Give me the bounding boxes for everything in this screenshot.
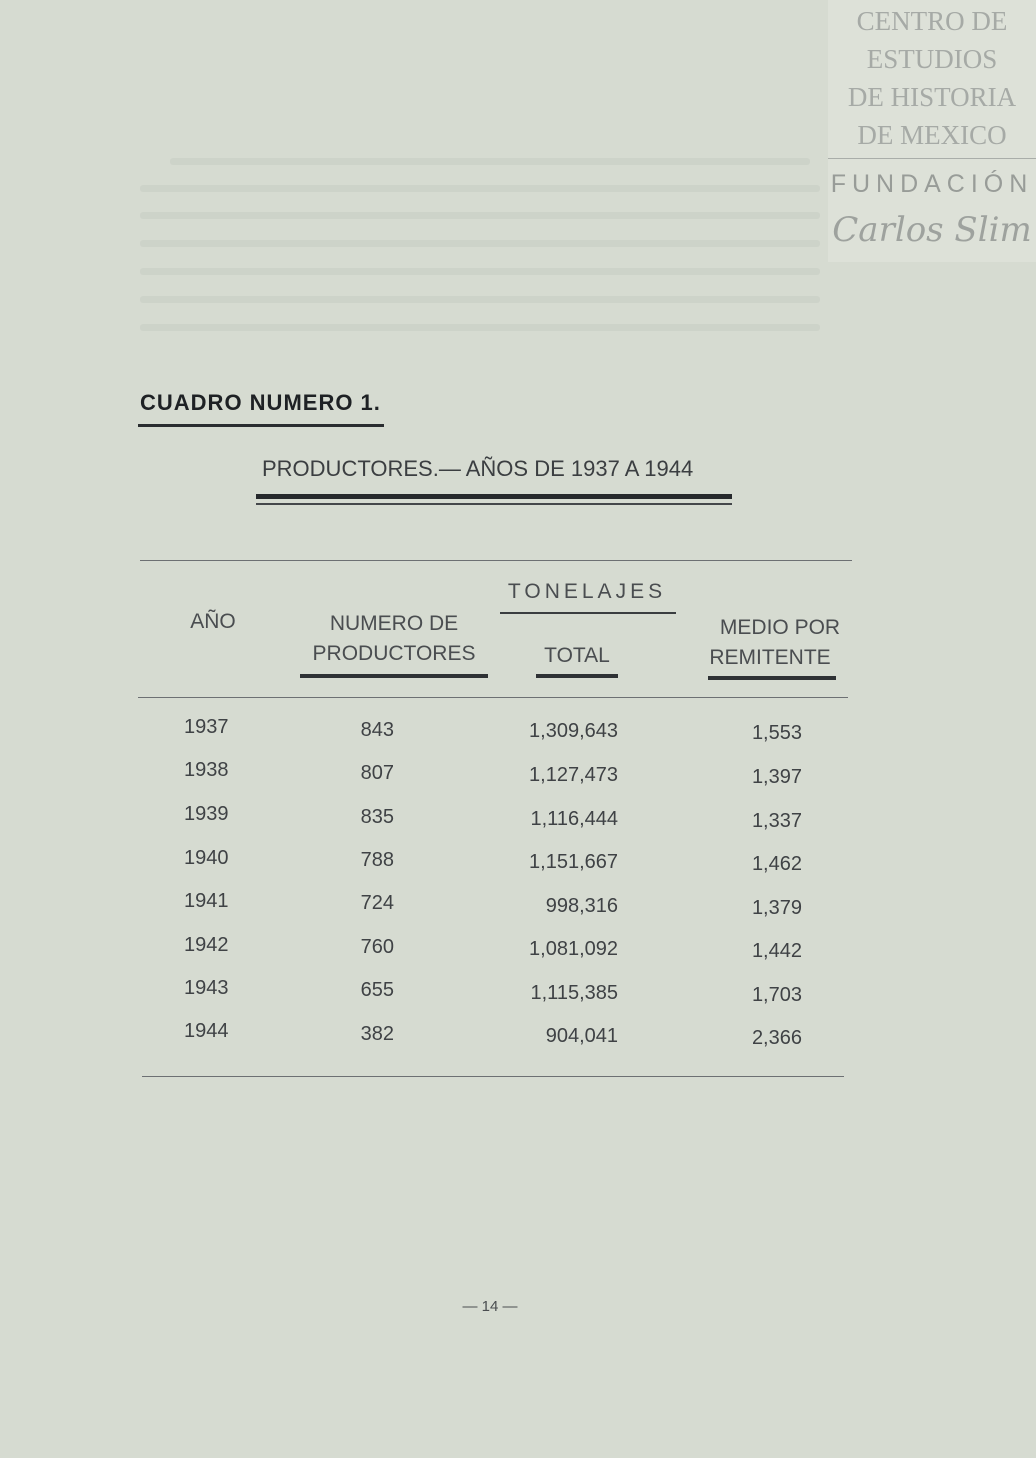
- cell-producers: 843: [360, 719, 394, 741]
- header-total: TOTAL: [544, 644, 610, 667]
- cell-year: 1944: [184, 1020, 229, 1042]
- header-average-underline: [708, 676, 836, 680]
- table-title: CUADRO NUMERO 1.: [140, 390, 381, 415]
- cell-producers: 724: [360, 892, 394, 914]
- header-producers-line2: PRODUCTORES: [312, 642, 476, 665]
- cell-year: 1941: [184, 890, 229, 912]
- cell-total: 1,127,473: [529, 764, 618, 786]
- cell-total: 1,151,667: [529, 851, 618, 873]
- page-number: — 14 —: [462, 1298, 518, 1315]
- cell-producers: 788: [360, 849, 394, 871]
- cell-average: 1,379: [751, 897, 802, 919]
- watermark-divider: [828, 158, 1036, 159]
- header-producers-underline: [300, 674, 488, 678]
- cell-producers: 655: [360, 979, 394, 1001]
- header-producers-line1: NUMERO DE: [329, 612, 459, 635]
- subtitle-underline: [256, 494, 732, 499]
- watermark-line: DE HISTORIA: [847, 82, 1017, 112]
- header-bottom-rule: [138, 697, 848, 698]
- cell-total: 904,041: [545, 1025, 618, 1047]
- cell-average: 1,462: [751, 853, 802, 875]
- header-tonnage: TONELAJES: [507, 580, 667, 603]
- cell-total: 1,115,385: [530, 982, 618, 1004]
- show-through-line: [140, 212, 820, 219]
- cell-producers: 807: [360, 762, 394, 784]
- cell-producers: 760: [360, 936, 394, 958]
- table-subtitle: PRODUCTORES.— AÑOS DE 1937 A 1944: [262, 456, 694, 481]
- show-through-line: [170, 158, 810, 165]
- cell-year: 1943: [184, 977, 229, 999]
- cell-average: 2,366: [751, 1027, 802, 1049]
- tonnage-rule: [500, 612, 676, 614]
- header-average-line2: REMITENTE: [709, 646, 831, 669]
- show-through-line: [140, 324, 820, 331]
- cell-year: 1939: [184, 803, 229, 825]
- cell-year: 1937: [184, 716, 229, 738]
- title-underline: [138, 424, 384, 427]
- cell-producers: 835: [360, 806, 394, 828]
- cell-total: 1,081,092: [529, 938, 618, 960]
- cell-average: 1,703: [751, 984, 802, 1006]
- header-average-line1: MEDIO POR: [719, 616, 841, 639]
- cell-year: 1942: [184, 934, 229, 956]
- subtitle-underline-thin: [256, 503, 732, 505]
- watermark-line: DE MEXICO: [857, 120, 1007, 150]
- watermark-line: ESTUDIOS: [866, 44, 998, 74]
- cell-average: 1,397: [751, 766, 802, 788]
- cell-average: 1,553: [751, 722, 802, 744]
- watermark-line: CENTRO DE: [856, 6, 1008, 36]
- cell-total: 998,316: [545, 895, 618, 917]
- show-through-line: [140, 185, 820, 192]
- cell-total: 1,116,444: [530, 808, 618, 830]
- cell-producers: 382: [360, 1023, 394, 1045]
- watermark-foundation: FUNDACIÓN: [830, 170, 1034, 198]
- cell-year: 1940: [184, 847, 229, 869]
- table-top-rule: [140, 560, 852, 561]
- cell-year: 1938: [184, 759, 229, 781]
- cell-average: 1,337: [751, 810, 802, 832]
- header-total-underline: [536, 674, 618, 678]
- show-through-line: [140, 268, 820, 275]
- watermark-signature: Carlos Slim: [832, 210, 1032, 250]
- watermark: [828, 0, 1036, 262]
- show-through-line: [140, 240, 820, 247]
- table-bottom-rule: [142, 1076, 844, 1077]
- header-year: AÑO: [190, 610, 236, 633]
- show-through-line: [140, 296, 820, 303]
- cell-total: 1,309,643: [529, 720, 618, 742]
- cell-average: 1,442: [751, 940, 802, 962]
